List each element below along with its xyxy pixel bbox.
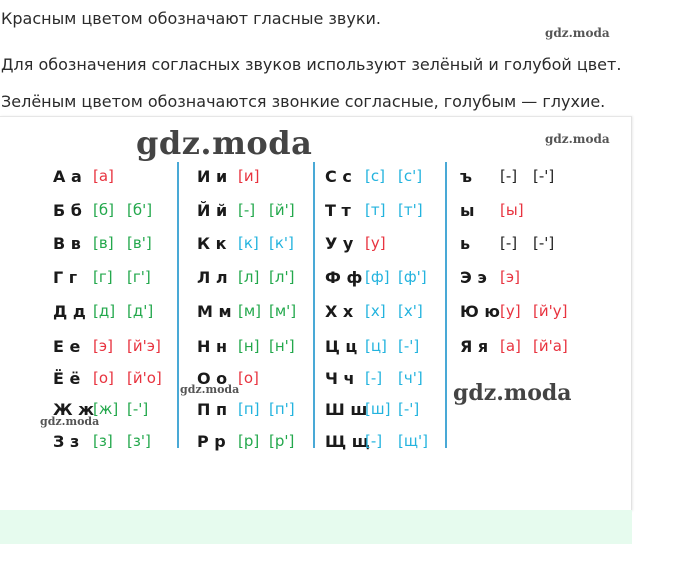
sound-hard: [-] xyxy=(365,432,383,450)
sound-hard: [т] xyxy=(365,201,386,219)
letter-pair: А а xyxy=(53,166,82,186)
alphabet-row xyxy=(325,198,445,222)
sound-soft: [х'] xyxy=(398,302,423,320)
sound-soft: [б'] xyxy=(127,201,153,219)
alphabet-row xyxy=(460,198,580,222)
intro-vowels-text: Красным цветом обозначают гласные звуки. xyxy=(1,9,381,28)
sound-hard: [б] xyxy=(93,201,114,219)
sound-soft: [й'у] xyxy=(533,302,568,320)
sound-hard: [-] xyxy=(238,201,256,219)
sound-hard: [в] xyxy=(93,234,114,252)
alphabet-row xyxy=(53,231,173,255)
alphabet-row xyxy=(197,231,317,255)
letter-pair: Ф ф xyxy=(325,267,363,287)
watermark-card-large: gdz.moda xyxy=(136,124,313,162)
letter-pair: Й й xyxy=(197,200,228,220)
sound-hard: [ы] xyxy=(500,201,524,219)
sound-hard: [о] xyxy=(93,369,114,387)
sound-soft: [-'] xyxy=(127,400,149,418)
letter-pair: З з xyxy=(53,431,80,451)
sound-hard: [л] xyxy=(238,268,260,286)
sound-soft: [-'] xyxy=(533,167,555,185)
alphabet-row xyxy=(460,265,580,289)
alphabet-row xyxy=(197,334,317,358)
sound-soft: [г'] xyxy=(127,268,151,286)
letter-pair: К к xyxy=(197,233,227,253)
sound-hard: [и] xyxy=(238,167,260,185)
column-divider-3 xyxy=(445,162,447,448)
sound-soft: [к'] xyxy=(269,234,294,252)
alphabet-row xyxy=(197,429,317,453)
sound-hard: [а] xyxy=(500,337,521,355)
sound-soft: [д'] xyxy=(127,302,154,320)
letter-pair: И и xyxy=(197,166,228,186)
letter-pair: ь xyxy=(460,233,471,253)
sound-soft: [с'] xyxy=(398,167,423,185)
alphabet-row xyxy=(325,164,445,188)
watermark-card-mid: gdz.moda xyxy=(453,380,572,406)
watermark-card-left: gdz.moda xyxy=(40,415,100,428)
alphabet-row xyxy=(53,334,173,358)
sound-soft: [в'] xyxy=(127,234,152,252)
letter-pair: Г г xyxy=(53,267,78,287)
alphabet-row xyxy=(197,164,317,188)
alphabet-row xyxy=(53,366,173,390)
letter-pair: Ц ц xyxy=(325,336,358,356)
sound-hard: [з] xyxy=(93,432,113,450)
sound-soft: [й'] xyxy=(269,201,295,219)
sound-soft: [з'] xyxy=(127,432,151,450)
sound-hard: [у] xyxy=(365,234,386,252)
alphabet-row xyxy=(325,265,445,289)
alphabet-row xyxy=(53,198,173,222)
sound-soft: [п'] xyxy=(269,400,295,418)
sound-hard: [ш] xyxy=(365,400,391,418)
watermark-card-right: gdz.moda xyxy=(545,132,610,146)
letter-pair: Д д xyxy=(53,301,86,321)
sound-soft: [р'] xyxy=(269,432,295,450)
alphabet-row xyxy=(460,299,580,323)
alphabet-row xyxy=(53,265,173,289)
sound-hard: [-] xyxy=(365,369,383,387)
letter-pair: О о xyxy=(197,368,228,388)
column-divider-1 xyxy=(177,162,179,448)
intro-voiced-voiceless-text: Зелёным цветом обозначаются звонкие согласные, голубым — глухие. xyxy=(1,92,606,111)
sound-hard: [г] xyxy=(93,268,113,286)
alphabet-row xyxy=(325,429,445,453)
sound-hard: [к] xyxy=(238,234,259,252)
sound-soft: [л'] xyxy=(269,268,295,286)
alphabet-row xyxy=(197,265,317,289)
sound-soft: [т'] xyxy=(398,201,423,219)
sound-soft: [н'] xyxy=(269,337,295,355)
letter-pair: С с xyxy=(325,166,352,186)
letter-pair: П п xyxy=(197,399,228,419)
sound-hard: [ц] xyxy=(365,337,387,355)
sound-soft: [ч'] xyxy=(398,369,423,387)
sound-hard: [м] xyxy=(238,302,262,320)
sound-soft: [ф'] xyxy=(398,268,427,286)
sound-hard: [о] xyxy=(238,369,259,387)
letter-pair: Ю ю xyxy=(460,301,500,321)
sound-soft: [й'о] xyxy=(127,369,162,387)
alphabet-row xyxy=(325,299,445,323)
sound-hard: [х] xyxy=(365,302,386,320)
sound-soft: [м'] xyxy=(269,302,297,320)
sound-hard: [д] xyxy=(93,302,116,320)
alphabet-row xyxy=(325,397,445,421)
sound-hard: [р] xyxy=(238,432,260,450)
letter-pair: Щ щ xyxy=(325,431,370,451)
letter-pair: Э э xyxy=(460,267,487,287)
alphabet-row xyxy=(460,334,580,358)
letter-pair: Б б xyxy=(53,200,82,220)
letter-pair: Н н xyxy=(197,336,228,356)
alphabet-row xyxy=(197,299,317,323)
alphabet-row xyxy=(53,429,173,453)
letter-pair: Ш ш xyxy=(325,399,368,419)
letter-pair: М м xyxy=(197,301,232,321)
letter-pair: Ё ё xyxy=(53,368,81,388)
intro-consonants-text: Для обозначения согласных звуков используют зелёный и голубой цвет. xyxy=(1,55,622,74)
sound-hard: [п] xyxy=(238,400,260,418)
watermark-top-right: gdz.moda xyxy=(545,26,610,40)
sound-hard: [-] xyxy=(500,234,518,252)
sound-soft: [-'] xyxy=(398,337,420,355)
sound-hard: [с] xyxy=(365,167,385,185)
alphabet-row xyxy=(460,231,580,255)
alphabet-row xyxy=(53,299,173,323)
alphabet-row xyxy=(325,231,445,255)
letter-pair: Л л xyxy=(197,267,228,287)
letter-pair: Ч ч xyxy=(325,368,355,388)
sound-soft: [щ'] xyxy=(398,432,428,450)
sound-hard: [-] xyxy=(500,167,518,185)
sound-hard: [у] xyxy=(500,302,521,320)
letter-pair: В в xyxy=(53,233,81,253)
alphabet-row xyxy=(325,334,445,358)
letter-pair: Р р xyxy=(197,431,226,451)
letter-pair: Я я xyxy=(460,336,489,356)
alphabet-row xyxy=(325,366,445,390)
letter-pair: Т т xyxy=(325,200,351,220)
sound-soft: [-'] xyxy=(533,234,555,252)
letter-pair: У у xyxy=(325,233,354,253)
sound-hard: [н] xyxy=(238,337,260,355)
watermark-card-center: gdz.moda xyxy=(180,383,240,396)
alphabet-row xyxy=(53,164,173,188)
sound-hard: [а] xyxy=(93,167,114,185)
sound-soft: [й'э] xyxy=(127,337,161,355)
letter-pair: ъ xyxy=(460,166,473,186)
alphabet-row xyxy=(197,397,317,421)
sound-hard: [э] xyxy=(500,268,520,286)
letter-pair: Х х xyxy=(325,301,354,321)
sound-hard: [ж] xyxy=(93,400,119,418)
letter-pair: ы xyxy=(460,200,475,220)
sound-soft: [й'а] xyxy=(533,337,568,355)
letter-pair: Е е xyxy=(53,336,81,356)
alphabet-row xyxy=(460,164,580,188)
alphabet-row xyxy=(197,198,317,222)
footer-band xyxy=(0,510,632,544)
sound-soft: [-'] xyxy=(398,400,420,418)
sound-hard: [ф] xyxy=(365,268,390,286)
letter-pair: Ж ж xyxy=(53,399,95,419)
sound-hard: [э] xyxy=(93,337,113,355)
